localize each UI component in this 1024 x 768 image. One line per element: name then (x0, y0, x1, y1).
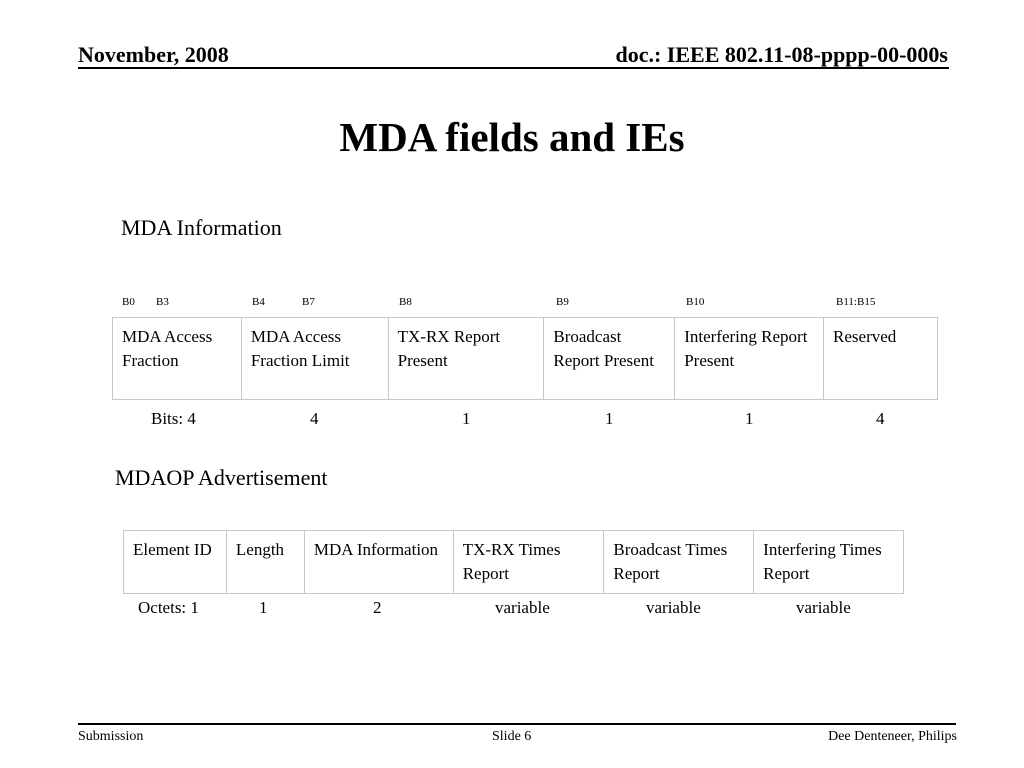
field-cell: Element ID (124, 531, 227, 594)
footer-submission: Submission (78, 729, 144, 744)
bit-label: B11:B15 (836, 296, 876, 308)
mdaop-advertisement-heading: MDAOP Advertisement (115, 465, 328, 490)
slide-title: MDA fields and IEs (339, 114, 685, 160)
field-cell: MDA Access Fraction Limit (241, 318, 388, 400)
octets-value: variable (646, 598, 701, 617)
bit-label: B10 (686, 296, 705, 308)
header-doc-id: doc.: IEEE 802.11-08-pppp-00-000s (615, 42, 948, 67)
octets-value: 1 (259, 598, 268, 617)
field-cell: Interfering Times Report (754, 531, 904, 594)
mdaop-advertisement-table (123, 530, 904, 594)
mda-information-table (112, 317, 938, 400)
field-cell: Interfering Report Present (675, 318, 824, 400)
table-row (124, 531, 904, 594)
bits-value: 1 (605, 409, 614, 428)
footer-author: Dee Denteneer, Philips (828, 729, 957, 744)
bits-value: 4 (310, 409, 319, 428)
field-cell: TX-RX Report Present (388, 318, 544, 400)
field-cell: TX-RX Times Report (453, 531, 604, 594)
header-date: November, 2008 (78, 42, 229, 67)
bit-label: B8 (399, 296, 412, 308)
octets-value: 2 (373, 598, 382, 617)
bit-label: B9 (556, 296, 569, 308)
field-cell: Broadcast Report Present (544, 318, 675, 400)
octets-value: variable (495, 598, 550, 617)
table-row (113, 318, 938, 400)
footer-rule (78, 723, 956, 725)
bits-value: 1 (745, 409, 754, 428)
bit-label: B4 (252, 296, 265, 308)
mda-information-heading: MDA Information (121, 215, 282, 240)
bit-label: B0 (122, 296, 135, 308)
bits-value: 1 (462, 409, 471, 428)
field-cell: Reserved (824, 318, 938, 400)
bit-label: B3 (156, 296, 169, 308)
bits-value: 4 (876, 409, 885, 428)
octets-value: Octets: 1 (138, 598, 199, 617)
field-cell: MDA Information (304, 531, 453, 594)
octets-value: variable (796, 598, 851, 617)
field-cell: MDA Access Fraction (113, 318, 242, 400)
footer-slide-number: Slide 6 (492, 729, 532, 744)
bit-label: B7 (302, 296, 315, 308)
header-rule (78, 67, 949, 69)
field-cell: Length (226, 531, 304, 594)
field-cell: Broadcast Times Report (604, 531, 754, 594)
bits-value: Bits: 4 (151, 409, 196, 428)
